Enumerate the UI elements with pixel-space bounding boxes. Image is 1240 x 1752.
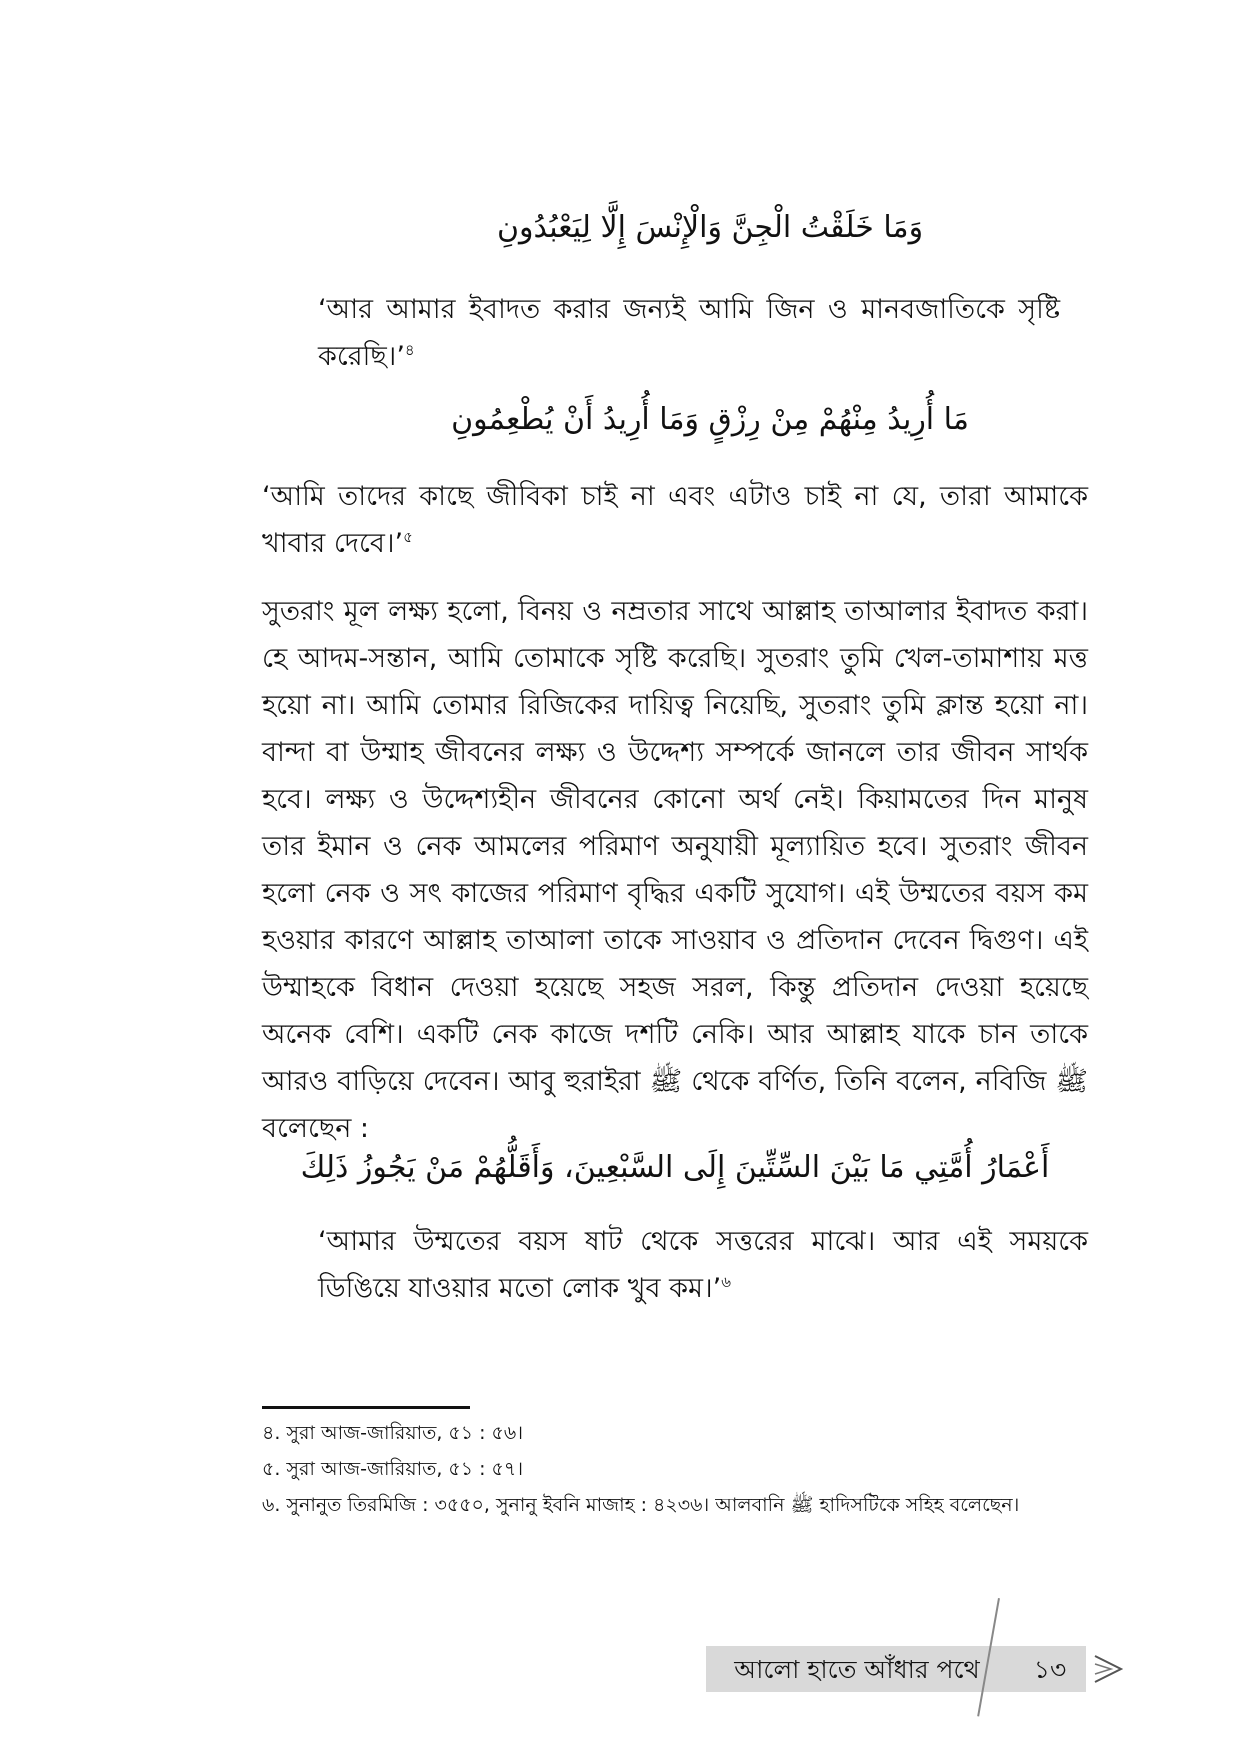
verse-2-arabic: مَا أُرِيدُ مِنْهُمْ مِنْ رِزْقٍ وَمَا أُرِيدُ أَنْ يُطْعِمُونِ: [451, 402, 969, 437]
hadith-arabic: أَعْمَارُ أُمَّتِي مَا بَيْنَ السِّتِّينَ إِلَى السَّبْعِينَ، وَأَقَلُّهُمْ مَنْ يَجُوزُ ذَلِكَ: [300, 1150, 1050, 1185]
verse-1-text: ‘আর আমার ইবাদত করার জন্যই আমি জিন ও মানবজাতিকে সৃষ্টি করেছি।’: [318, 294, 1060, 372]
running-footer-title: আলো হাতে আঁধার পথে: [734, 1655, 980, 1684]
page-number: ১৩: [1033, 1655, 1067, 1684]
verse-2-translation: [262, 473, 1088, 567]
footnote-4: ৪. সুরা আজ-জারিয়াত, ৫১ : ৫৬।: [262, 1422, 524, 1444]
verse-1-arabic: وَمَا خَلَقْتُ الْجِنَّ وَالْإِنْسَ إِلَّا لِيَعْبُدُونِ: [496, 210, 924, 245]
footnote-separator: [262, 1406, 470, 1409]
hadith-text: ‘আমার উম্মতের বয়স ষাট থেকে সত্তরের মাঝে। আর এই সময়কে ডিঙিয়ে যাওয়ার মতো লোক খুব কম।’: [318, 1226, 1088, 1304]
verse-1-translation: [318, 286, 1060, 380]
footnote-ref-5: ৫: [403, 528, 413, 546]
verse-2-text: ‘আমি তাদের কাছে জীবিকা চাই না এবং এটাও চাই না যে, তারা আমাকে খাবার দেবে।’: [262, 481, 1088, 559]
footnote-6: ৬. সুনানুত তিরমিজি : ৩৫৫০, সুনানু ইবনি মাজাহ : ৪২৩৬। আলবানি ﷺ হাদিসটিকে সহিহ বলেছেন।: [262, 1494, 1020, 1516]
hadith-translation: [318, 1218, 1088, 1312]
page-corner-icon: [1093, 1652, 1123, 1686]
body-paragraph: সুতরাং মূল লক্ষ্য হলো, বিনয় ও নম্রতার সাথে আল্লাহ তাআলার ইবাদত করা। হে আদম-সন্তান, আমি তোমাকে সৃষ্টি করেছি। সুতরাং তুমি খেল-তামাশায় মত্ত হয়ো না। আমি তোমার রিজিকের দায়িত্ব নিয়েছি, সুতরাং তুমি ক্লান্ত হয়ো না। বান্দা বা উম্মাহ জীবনের লক্ষ্য ও উদ্দেশ্য সম্পর্কে জানলে তার জীবন সার্থক হবে। লক্ষ্য ও উদ্দেশ্যহীন জীবনের কোনো অর্থ নেই। কিয়ামতের দিন মানুষ তার ইমান ও নেক আমলের পরিমাণ অনুযায়ী মূল্যায়িত হবে। সুতরাং জীবন হলো নেক ও সৎ কাজের পরিমাণ বৃদ্ধির একটি সুযোগ। এই উম্মতের বয়স কম হওয়ার কারণে আল্লাহ তাআলা তাকে সাওয়াব ও প্রতিদান দেবেন দ্বিগুণ। এই উম্মাহকে বিধান দেওয়া হয়েছে সহজ সরল, কিন্তু প্রতিদান দেওয়া হয়েছে অনেক বেশি। একটি নেক কাজে দশটি নেকি। আর আল্লাহ যাকে চান তাকে আরও বাড়িয়ে দেবেন। আবু হুরাইরা ﷺ থেকে বর্ণিত, তিনি বলেন, নবিজি ﷺ বলেছেন :: [262, 596, 1088, 1144]
footnote-ref-6: ৬: [721, 1273, 731, 1291]
footnote-5: ৫. সুরা আজ-জারিয়াত, ৫১ : ৫৭।: [262, 1458, 524, 1480]
footnote-ref-4: ৪: [404, 341, 415, 359]
